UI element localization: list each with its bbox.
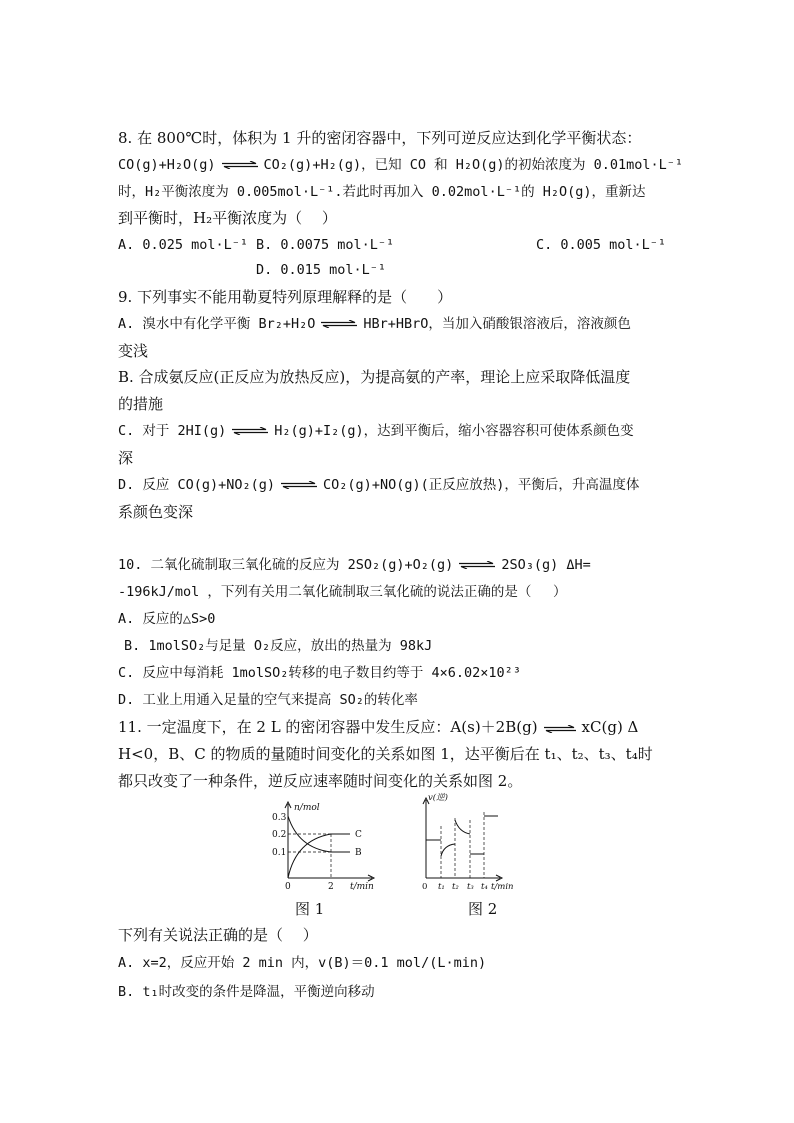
q10-option-c: C. 反应中每消耗 1molSO₂转移的电子数目约等于 4×6.02×10²³ [118, 665, 521, 681]
figure-2-caption: 图 2 [468, 900, 498, 918]
figure-1-caption: 图 1 [295, 900, 325, 918]
q9-option-b-line2: 的措施 [118, 395, 164, 413]
equilibrium-arrow-icon [319, 314, 359, 334]
equilibrium-arrow-icon [542, 718, 578, 738]
q11-line1 [118, 717, 638, 737]
q8-line1: 8. 在 800℃时，体积为 1 升的密闭容器中，下列可逆反应达到化学平衡状态： [118, 129, 642, 147]
q10-option-a: A. 反应的△S>0 [118, 611, 216, 627]
fig2-segment-2 [441, 844, 455, 856]
q11-option-a: A. x=2，反应开始 2 min 内，v(B)＝0.1 mol/(L·min) [118, 955, 487, 971]
q10-option-b: B. 1molSO₂与足量 O₂反应，放出的热量为 98kJ [124, 638, 433, 654]
q8-eq-right: CO₂(g)+H₂(g) [263, 157, 362, 173]
q8-eq-left: CO(g)+H₂O(g) [118, 157, 216, 173]
q9-line1: 9. 下列事实不能用勒夏特列原理解释的是（ ） [118, 288, 453, 306]
q9-option-d-line1 [118, 475, 639, 495]
equilibrium-arrow-icon [230, 421, 270, 441]
q9-a-pre: A. 溴水中有化学平衡 Br₂+H₂O [118, 316, 316, 332]
q9-option-a-line2: 变浅 [118, 342, 149, 360]
q8-line3: 时，H₂平衡浓度为 0.005mol·L⁻¹.若此时再加入 0.02mol·L⁻¹的 H₂O(g)，重新达 [118, 184, 646, 200]
q9-option-d-line2: 系颜色变深 [118, 503, 194, 521]
fig2-segment-3 [455, 820, 470, 834]
fig2-xtick-t3: t₃ [467, 882, 474, 890]
fig1-legend-c: C [355, 830, 362, 840]
fig1-ylabel: n/mol [294, 803, 320, 813]
fig1-series-c-line [288, 834, 350, 878]
q10-post: 2SO₃(g) ΔH= [501, 557, 591, 573]
q11-line3: 都只改变了一种条件，逆反应速率随时间变化的关系如图 2。 [118, 772, 523, 790]
q9-option-b-line1: B. 合成氨反应(正反应为放热反应)，为提高氨的产率，理论上应采取降低温度 [118, 368, 631, 386]
fig1-xlabel: t/min [350, 882, 374, 890]
q8-option-c: C. 0.005 mol·L⁻¹ [536, 237, 667, 253]
equilibrium-arrow-icon [279, 475, 319, 495]
fig1-ytick-0.3: 0.3 [272, 813, 287, 823]
fig2-xlabel: t/min [491, 882, 514, 890]
fig2-xtick-0: 0 [422, 882, 428, 890]
q9-d-pre: D. 反应 CO(g)+NO₂(g) [118, 477, 276, 493]
q9-option-c-line2: 深 [118, 449, 134, 467]
q9-option-c-line1 [118, 421, 634, 441]
q8-line2 [118, 155, 683, 175]
fig2-xtick-t4: t₄ [481, 882, 488, 890]
fig2-xtick-t2: t₂ [452, 882, 459, 890]
figure-1-chart [262, 798, 392, 890]
fig1-ytick-0.1: 0.1 [272, 848, 287, 858]
q11-post: xC(g) Δ [581, 718, 639, 736]
q8-line4: 到平衡时，H₂平衡浓度为（ ） [118, 209, 337, 227]
q10-line2: -196kJ/mol ，下列有关用二氧化硫制取三氧化硫的说法正确的是（ ） [118, 584, 567, 600]
q9-c-post: H₂(g)+I₂(g)，达到平衡后，缩小容器容积可使体系颜色变 [274, 423, 634, 439]
q8-option-b: B. 0.0075 mol·L⁻¹ [256, 237, 395, 253]
q11-option-b: B. t₁时改变的条件是降温，平衡逆向移动 [118, 984, 375, 1000]
q10-option-d: D. 工业上用通入足量的空气来提高 SO₂的转化率 [118, 692, 418, 708]
q9-d-post: CO₂(g)+NO(g)(正反应放热)，平衡后，升高温度体 [323, 477, 640, 493]
equilibrium-arrow-icon [220, 155, 260, 175]
fig1-xtick-2: 2 [328, 882, 334, 890]
fig1-xtick-0: 0 [285, 882, 291, 890]
fig2-ylabel: v(逆) [428, 793, 448, 803]
q8-option-d: D. 0.015 mol·L⁻¹ [256, 262, 387, 278]
q9-c-pre: C. 对于 2HI(g) [118, 423, 227, 439]
fig2-xtick-t1: t₁ [438, 882, 445, 890]
q9-option-a-line1 [118, 314, 631, 334]
fig1-legend-b: B [355, 848, 362, 858]
fig1-ytick-0.2: 0.2 [272, 830, 287, 840]
equilibrium-arrow-icon [457, 555, 497, 575]
q11-pre: 11. 一定温度下，在 2 L 的密闭容器中发生反应：A(s)＋2B(g) [118, 718, 538, 736]
q11-line4: 下列有关说法正确的是（ ） [118, 926, 318, 944]
q8-line2-tail: ，已知 CO 和 H₂O(g)的初始浓度为 0.01mol·L⁻¹ [361, 157, 684, 173]
q8-option-a: A. 0.025 mol·L⁻¹ [118, 237, 249, 253]
figure-2-chart [416, 790, 524, 890]
q10-line1 [118, 555, 591, 575]
q10-pre: 10. 二氧化硫制取三氧化硫的反应为 2SO₂(g)+O₂(g) [118, 557, 454, 573]
q9-a-post: HBr+HBrO，当加入硝酸银溶液后，溶液颜色 [363, 316, 631, 332]
q11-line2: H<0，B、C 的物质的量随时间变化的关系如图 1，达平衡后在 t₁、t₂、t₃、t₄时 [118, 745, 653, 763]
